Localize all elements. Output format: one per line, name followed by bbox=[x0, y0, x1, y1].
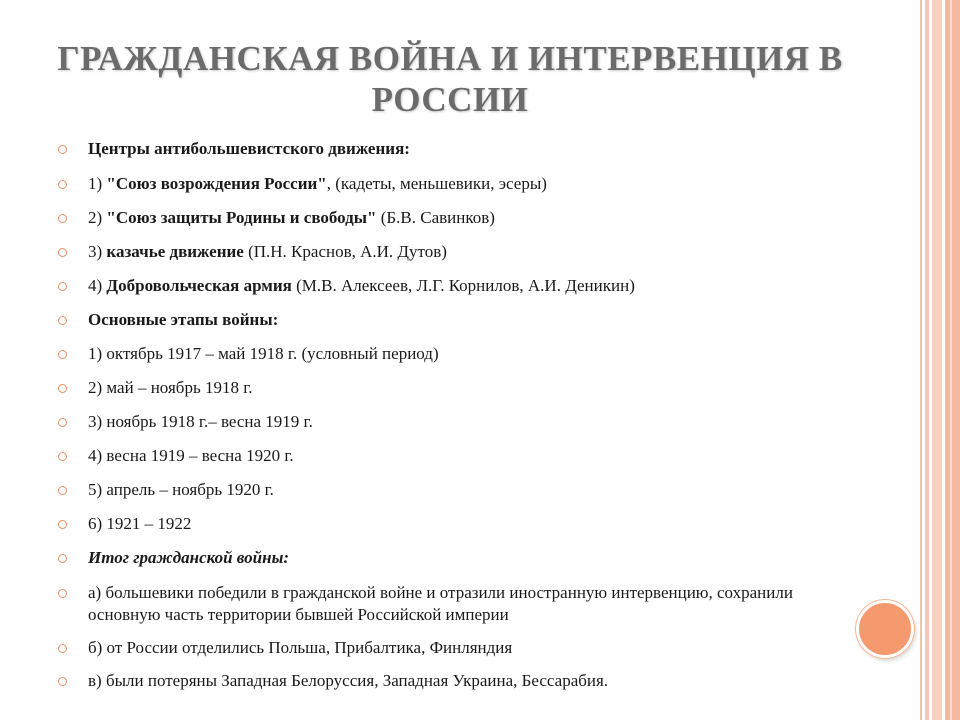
bullet-circle-icon bbox=[58, 418, 67, 427]
list-item bbox=[58, 377, 838, 399]
list-item-text: 1) bbox=[88, 174, 107, 193]
list-item-text: б) от России отделились Польша, Прибалтика, Финляндия bbox=[88, 638, 513, 657]
list-item-text: Основные этапы войны: bbox=[88, 310, 279, 329]
bullet-circle-icon bbox=[58, 589, 67, 598]
list-item-text: (Б.В. Савинков) bbox=[376, 208, 495, 227]
decor-stripe bbox=[925, 0, 929, 720]
list-item bbox=[58, 582, 838, 626]
decor-circle bbox=[856, 600, 914, 658]
list-item-text: а) большевики победили в гражданской войне и отразили иностранную интервенцию, сохранили основную часть территории бывшей Российской империи bbox=[88, 583, 793, 624]
list-item-text: (П.Н. Краснов, А.И. Дутов) bbox=[243, 242, 447, 261]
list-item-text: 4) весна 1919 – весна 1920 г. bbox=[88, 446, 294, 465]
bullet-circle-icon bbox=[58, 180, 67, 189]
list-item-text: "Союз защиты Родины и свободы" bbox=[106, 208, 377, 227]
bullet-circle-icon bbox=[58, 145, 67, 154]
bullet-circle-icon bbox=[58, 248, 67, 257]
list-item bbox=[58, 138, 838, 160]
decor-stripe bbox=[945, 0, 960, 720]
list-item-text: 3) bbox=[88, 242, 107, 261]
list-item bbox=[58, 547, 838, 569]
decor-stripe bbox=[950, 0, 952, 720]
list-item bbox=[58, 275, 838, 297]
list-item-text: 3) ноябрь 1918 г.– весна 1919 г. bbox=[88, 412, 313, 431]
list-item bbox=[58, 173, 838, 195]
bullet-circle-icon bbox=[58, 282, 67, 291]
list-item-text: "Союз возрождения России" bbox=[106, 174, 327, 193]
list-item-text: казачье движение bbox=[106, 242, 244, 261]
bullet-circle-icon bbox=[58, 520, 67, 529]
slide-title: ГРАЖДАНСКАЯ ВОЙНА И ИНТЕРВЕНЦИЯ В РОССИИ bbox=[57, 39, 843, 119]
list-item-text: 2) май – ноябрь 1918 г. bbox=[88, 378, 253, 397]
list-item bbox=[58, 207, 838, 229]
list-item bbox=[58, 445, 838, 467]
list-item-text: 6) 1921 – 1922 bbox=[88, 514, 192, 533]
list-item-text: 5) апрель – ноябрь 1920 г. bbox=[88, 480, 274, 499]
list-item-text: 1) октябрь 1917 – май 1918 г. (условный период) bbox=[88, 344, 439, 363]
list-item bbox=[58, 479, 838, 501]
list-item-text: Добровольческая армия bbox=[106, 276, 292, 295]
bullet-circle-icon bbox=[58, 486, 67, 495]
list-item bbox=[58, 411, 838, 433]
list-item bbox=[58, 241, 838, 263]
list-item-text: Центры антибольшевистского движения: bbox=[88, 139, 410, 158]
list-item-text: в) были потеряны Западная Белоруссия, Западная Украина, Бессарабия. bbox=[88, 671, 609, 690]
list-item-text: 2) bbox=[88, 208, 107, 227]
list-item bbox=[58, 670, 838, 692]
list-item bbox=[58, 343, 838, 365]
list-item bbox=[58, 513, 838, 535]
list-item bbox=[58, 637, 838, 659]
bullet-circle-icon bbox=[58, 677, 67, 686]
list-item-text: 4) bbox=[88, 276, 107, 295]
list-item-text: Итог гражданской войны: bbox=[88, 548, 290, 567]
bullet-circle-icon bbox=[58, 316, 67, 325]
bullet-circle-icon bbox=[58, 384, 67, 393]
list-item-text: (М.В. Алексеев, Л.Г. Корнилов, А.И. Деникин) bbox=[291, 276, 635, 295]
decor-stripe bbox=[932, 0, 942, 720]
bullet-circle-icon bbox=[58, 644, 67, 653]
list-item bbox=[58, 309, 838, 331]
bullet-circle-icon bbox=[58, 214, 67, 223]
bullet-circle-icon bbox=[58, 350, 67, 359]
bullet-list bbox=[58, 126, 838, 692]
bullet-circle-icon bbox=[58, 554, 67, 563]
bullet-circle-icon bbox=[58, 452, 67, 461]
list-item-text: , (кадеты, меньшевики, эсеры) bbox=[326, 174, 547, 193]
decor-stripe bbox=[920, 0, 922, 720]
